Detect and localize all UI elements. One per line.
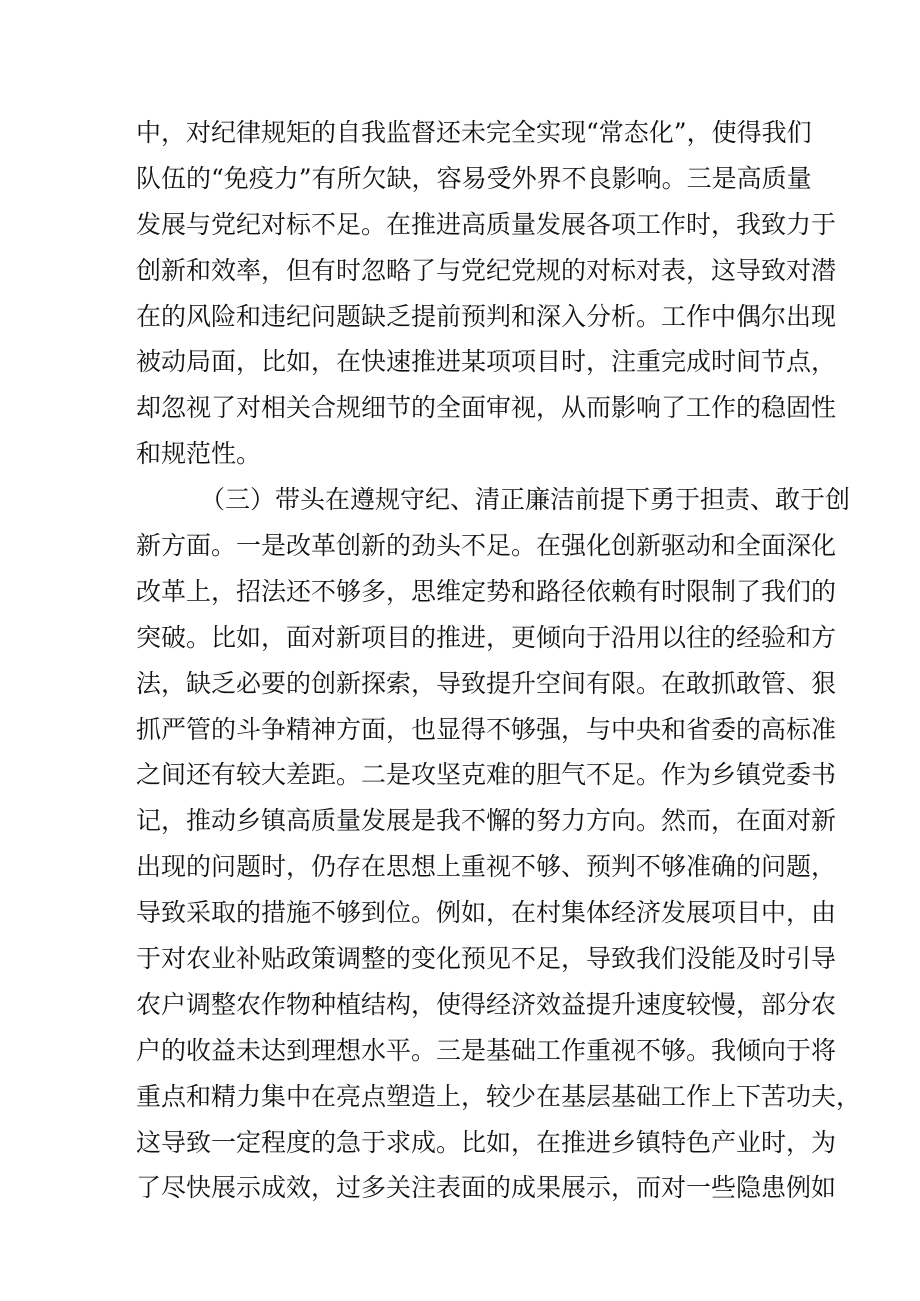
text-line: 中，对纪律规矩的自我监督还未完全实现“常态化”，使得我们	[136, 118, 812, 147]
text-line: 和规范性。	[136, 439, 262, 469]
text-line: 在的风险和违纪问题缺乏提前预判和深入分析。工作中偶尔出现	[136, 301, 837, 331]
text-line: 于对农业补贴政策调整的变化预见不足，导致我们没能及时引导	[136, 944, 837, 974]
text-line: 导致采取的措施不够到位。例如，在村集体经济发展项目中，由	[136, 898, 837, 928]
text-line: 了尽快展示成效，过多关注表面的成果展示，而对一些隐患例如	[136, 1173, 837, 1203]
text-line: 却忽视了对相关合规细节的全面审视，从而影响了工作的稳固性	[136, 393, 837, 423]
text-line: 记，推动乡镇高质量发展是我不懈的努力方向。然而，在面对新	[136, 806, 837, 836]
section-heading-line: （三）带头在遵规守纪、清正廉洁前提下勇于担责、敢于创	[200, 485, 851, 515]
text-line: 新方面。一是改革创新的劲头不足。在强化创新驱动和全面深化	[136, 531, 837, 561]
text-line: 户的收益未达到理想水平。三是基础工作重视不够。我倾向于将	[136, 1035, 837, 1065]
body-text	[136, 110, 862, 1211]
text-line: 抓严管的斗争精神方面，也显得不够强，与中央和省委的高标准	[136, 714, 837, 744]
text-line: 法，缺乏必要的创新探索，导致提升空间有限。在敢抓敢管、狠	[136, 668, 837, 698]
text-line: 出现的问题时，仍存在思想上重视不够、预判不够准确的问题，	[136, 852, 837, 882]
text-line: 创新和效率，但有时忽略了与党纪党规的对标对表，这导致对潜	[136, 255, 837, 285]
text-line: 发展与党纪对标不足。在推进高质量发展各项工作时，我致力于	[136, 209, 837, 239]
text-line: 队伍的“免疫力”有所欠缺，容易受外界不良影响。三是高质量	[136, 163, 812, 193]
text-line: 重点和精力集中在亮点塑造上，较少在基层基础工作上下苦功夫，	[136, 1081, 862, 1111]
text-line: 改革上，招法还不够多，思维定势和路径依赖有时限制了我们的	[136, 576, 837, 606]
text-line: 被动局面，比如，在快速推进某项项目时，注重完成时间节点，	[136, 347, 837, 377]
text-line: 农户调整农作物种植结构，使得经济效益提升速度较慢，部分农	[136, 989, 837, 1019]
text-line: 之间还有较大差距。二是攻坚克难的胆气不足。作为乡镇党委书	[136, 760, 837, 790]
text-line: 突破。比如，面对新项目的推进，更倾向于沿用以往的经验和方	[136, 622, 837, 652]
text-line: 这导致一定程度的急于求成。比如，在推进乡镇特色产业时，为	[136, 1127, 837, 1157]
